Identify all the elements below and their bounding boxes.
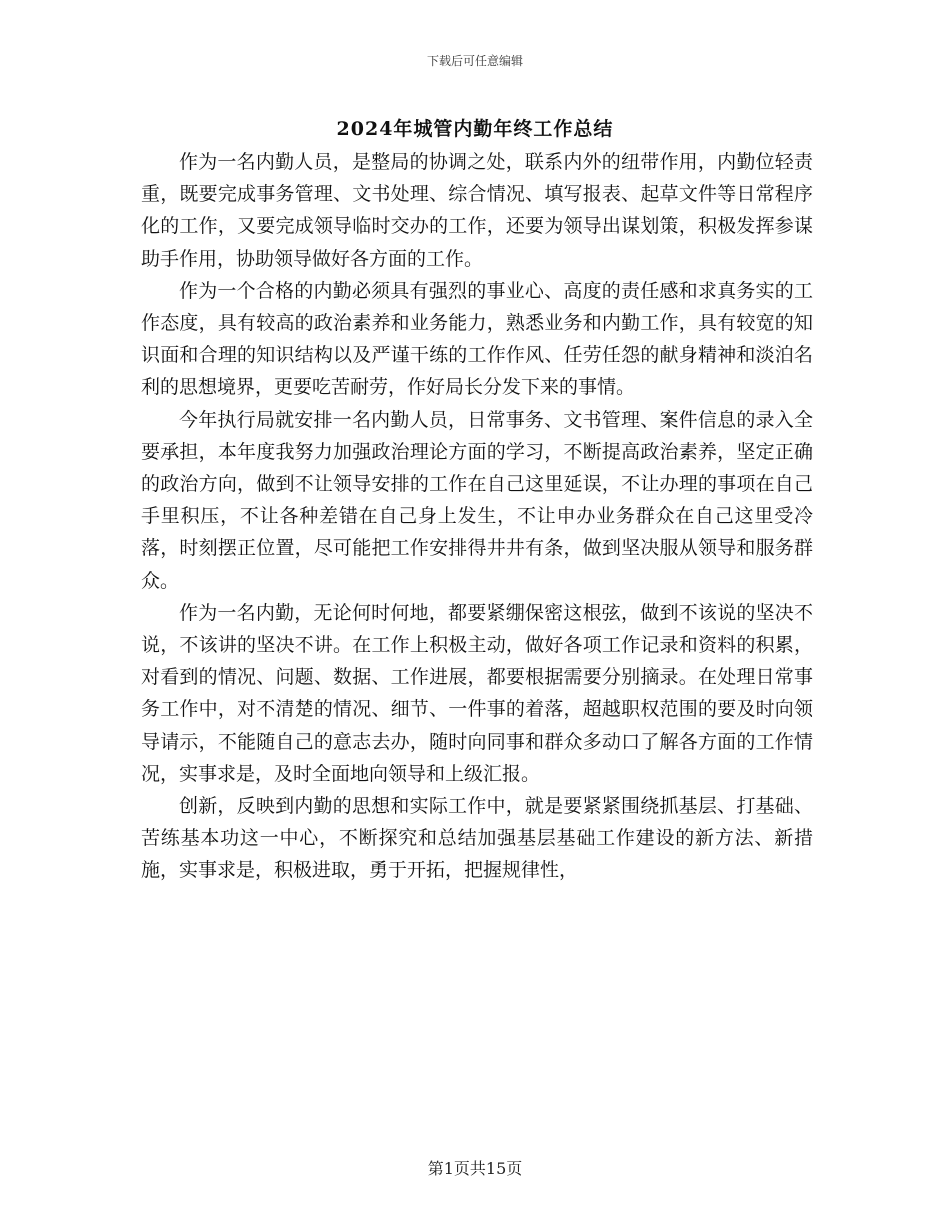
document-body	[141, 146, 813, 887]
paragraph-4: 作为一名内勤，无论何时何地，都要紧绷保密这根弦，做到不该说的坚决不说，不该讲的坚决不讲。在工作上积极主动，做好各项工作记录和资料的积累，对看到的情况、问题、数据、工作进展，都要根据需要分别摘录。在处理日常事务工作中，对不清楚的情况、细节、一件事的着落，超越职权范围的要及时向领导请示，不能随自己的意志去办，随时向同事和群众多动口了解各方面的工作情况，实事求是，及时全面地向领导和上级汇报。	[141, 601, 813, 785]
document-title: 2024年城管内勤年终工作总结	[336, 118, 614, 140]
paragraph-5: 创新，反映到内勤的思想和实际工作中，就是要紧紧围绕抓基层、打基础、苦练基本功这一中心，不断探究和总结加强基层基础工作建设的新方法、新措施，实事求是，积极进取，勇于开拓，把握规律性，	[141, 795, 813, 882]
page-number: 第1页共15页	[427, 1159, 523, 1178]
paragraph-2: 作为一个合格的内勤必须具有强烈的事业心、高度的责任感和求真务实的工作态度，具有较高的政治素养和业务能力，熟悉业务和内勤工作，具有较宽的知识面和合理的知识结构以及严谨干练的工作作风、任劳任怨的献身精神和淡泊名利的思想境界，更要吃苦耐劳，作好局长分发下来的事情。	[141, 279, 813, 399]
page-header-note: 下载后可任意编辑	[426, 54, 523, 68]
paragraph-1: 作为一名内勤人员，是整局的协调之处，联系内外的纽带作用，内勤位轻责重，既要完成事务管理、文书处理、综合情况、填写报表、起草文件等日常程序化的工作，又要完成领导临时交办的工作，还要为领导出谋划策，积极发挥参谋助手作用，协助领导做好各方面的工作。	[141, 151, 813, 270]
paragraph-3: 今年执行局就安排一名内勤人员，日常事务、文书管理、案件信息的录入全要承担，本年度我努力加强政治理论方面的学习，不断提高政治素养，坚定正确的政治方向，做到不让领导安排的工作在自己这里延误，不让办理的事项在自己手里积压，不让各种差错在自己身上发生，不让申办业务群众在自己这里受冷落，时刻摆正位置，尽可能把工作安排得井井有条，做到坚决服从领导和服务群众。	[141, 408, 813, 592]
